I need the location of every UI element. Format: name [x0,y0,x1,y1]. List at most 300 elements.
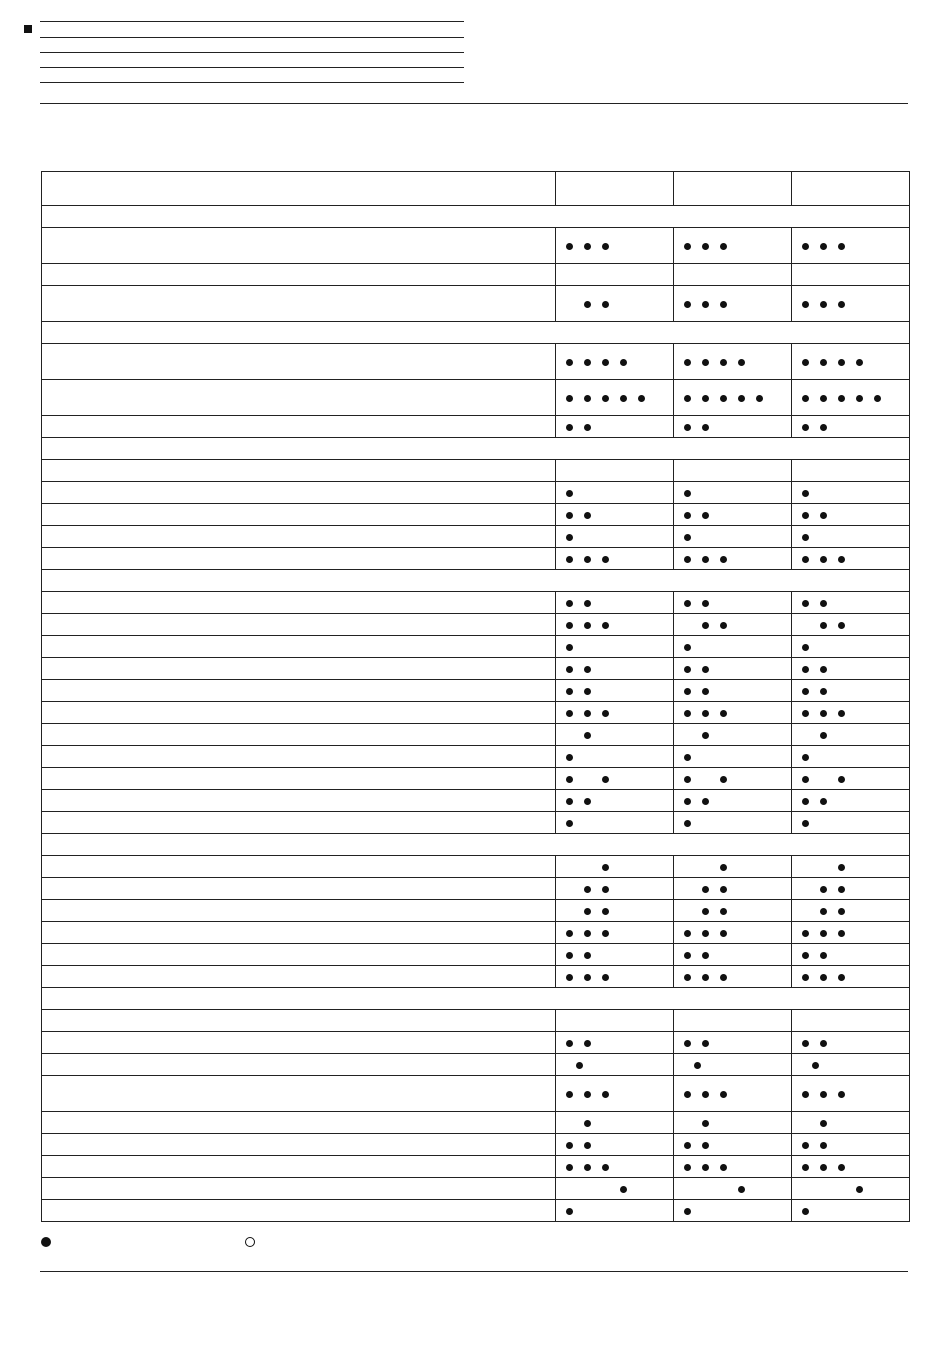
model-cell [556,482,674,504]
filled-dot-icon [820,666,827,673]
section-row [42,570,910,592]
filled-dot-icon [584,512,591,519]
filled-dot-icon [838,886,845,893]
model-cell [792,504,910,526]
filled-dot-icon [838,710,845,717]
model-cell [674,344,792,380]
table-row [42,504,910,526]
filled-dot-icon [720,243,727,250]
filled-dot-icon [566,666,573,673]
row-label-cell [42,658,556,680]
top-rule [40,103,908,104]
model-cell [792,1076,910,1112]
model-cell [792,1134,910,1156]
filled-dot-icon [820,359,827,366]
filled-dot-icon [584,359,591,366]
filled-dot-icon [820,1164,827,1171]
model-cell [556,286,674,322]
title-line [40,67,464,68]
row-label-cell [42,380,556,416]
filled-dot-icon [684,556,691,563]
section-cell [42,322,910,344]
filled-dot-icon [820,301,827,308]
model-cell [556,614,674,636]
table-row [42,482,910,504]
filled-dot-icon [584,243,591,250]
header-row [42,172,910,206]
row-label-cell [42,702,556,724]
filled-dot-icon [684,600,691,607]
filled-dot-icon [856,1186,863,1193]
table-row [42,380,910,416]
model-cell [556,724,674,746]
row-label-cell [42,790,556,812]
filled-dot-icon [684,930,691,937]
model-cell [556,504,674,526]
row-label-cell [42,966,556,988]
filled-dot-icon [838,359,845,366]
filled-dot-icon [620,395,627,402]
filled-dot-icon [720,930,727,937]
filled-dot-icon [566,688,573,695]
filled-dot-icon [874,395,881,402]
model-cell [556,1076,674,1112]
title-line [40,21,464,22]
filled-dot-icon [584,600,591,607]
model-cell [674,592,792,614]
filled-dot-icon [684,644,691,651]
model-cell [556,460,674,482]
table-row [42,1134,910,1156]
model-cell [792,592,910,614]
section-row [42,988,910,1010]
filled-dot-icon [702,732,709,739]
model-cell [792,526,910,548]
model-cell [792,1010,910,1032]
model-cell [674,1032,792,1054]
filled-dot-icon [566,534,573,541]
filled-dot-icon [684,1164,691,1171]
table-row [42,1010,910,1032]
filled-dot-icon [702,1142,709,1149]
filled-dot-icon [702,952,709,959]
title-line [40,37,464,38]
row-label-cell [42,228,556,264]
filled-dot-icon [820,243,827,250]
model-cell [674,1156,792,1178]
model-cell [674,922,792,944]
model-cell [674,526,792,548]
row-label-cell [42,768,556,790]
filled-dot-icon [702,886,709,893]
filled-dot-icon [702,1091,709,1098]
model-cell [792,1200,910,1222]
filled-dot-icon [802,1208,809,1215]
filled-dot-icon [584,1120,591,1127]
model-cell [556,264,674,286]
filled-dot-icon [584,1040,591,1047]
filled-dot-icon [566,556,573,563]
model-cell [674,1076,792,1112]
model-cell [674,460,792,482]
filled-dot-icon [838,776,845,783]
filled-dot-icon [720,622,727,629]
table-row [42,724,910,746]
model-cell [792,966,910,988]
model-cell [674,1178,792,1200]
table-row [42,614,910,636]
model-cell [792,878,910,900]
model-cell [792,1156,910,1178]
filled-dot-icon [838,622,845,629]
filled-dot-icon [802,974,809,981]
model-cell [556,592,674,614]
model-cell [792,460,910,482]
table-row [42,286,910,322]
model-cell [556,790,674,812]
filled-dot-icon [738,395,745,402]
filled-dot-icon [566,930,573,937]
filled-dot-icon [638,395,645,402]
model-cell [674,1054,792,1076]
filled-dot-icon [802,820,809,827]
model-cell [556,526,674,548]
model-cell [792,658,910,680]
filled-dot-icon [838,930,845,937]
filled-dot-icon [820,1142,827,1149]
filled-dot-icon [566,644,573,651]
model-cell [792,856,910,878]
filled-dot-icon [802,556,809,563]
row-label-cell [42,1010,556,1032]
model-cell [674,1010,792,1032]
model-cell [792,636,910,658]
model-cell [556,900,674,922]
filled-dot-icon [702,666,709,673]
table-row [42,416,910,438]
filled-dot-icon [802,688,809,695]
filled-dot-icon [802,424,809,431]
filled-dot-icon [584,688,591,695]
filled-dot-icon [702,1120,709,1127]
filled-dot-icon [684,1208,691,1215]
model-cell [674,264,792,286]
filled-dot-icon [684,1091,691,1098]
filled-dot-icon [720,556,727,563]
filled-dot-icon [802,1091,809,1098]
filled-dot-icon [802,395,809,402]
filled-dot-icon [602,886,609,893]
row-label-cell [42,416,556,438]
filled-dot-icon [566,710,573,717]
filled-dot-icon [702,556,709,563]
model-cell [556,1134,674,1156]
filled-dot-icon [566,512,573,519]
filled-dot-icon [684,798,691,805]
model-cell [556,746,674,768]
section-cell [42,988,910,1010]
filled-dot-icon [584,395,591,402]
model-cell [556,1032,674,1054]
filled-dot-icon [702,930,709,937]
filled-dot-icon [820,600,827,607]
filled-dot-icon [838,1091,845,1098]
model-cell [792,548,910,570]
model-cell [556,380,674,416]
filled-dot-icon [684,490,691,497]
model-cell [556,1178,674,1200]
filled-dot-icon [838,243,845,250]
filled-dot-icon [820,732,827,739]
row-label-cell [42,264,556,286]
row-label-cell [42,172,556,206]
title-line [40,82,464,83]
filled-dot-icon [802,359,809,366]
row-label-cell [42,344,556,380]
model-cell [674,966,792,988]
filled-dot-icon [802,1164,809,1171]
filled-dot-icon [684,395,691,402]
filled-dot-icon [802,1142,809,1149]
model-cell [674,548,792,570]
filled-dot-icon [584,1164,591,1171]
filled-dot-icon [838,395,845,402]
model-cell [792,264,910,286]
filled-dot-icon [720,710,727,717]
row-label-cell [42,1134,556,1156]
filled-dot-icon [602,556,609,563]
filled-dot-icon [584,1091,591,1098]
filled-dot-icon [566,622,573,629]
row-label-cell [42,922,556,944]
table-row [42,812,910,834]
filled-dot-icon [720,395,727,402]
filled-dot-icon [756,395,763,402]
row-label-cell [42,548,556,570]
filled-dot-icon [566,490,573,497]
table-row [42,856,910,878]
filled-dot-icon [620,359,627,366]
model-cell [674,504,792,526]
filled-dot-icon [684,243,691,250]
row-label-cell [42,636,556,658]
model-cell [556,548,674,570]
table-row [42,966,910,988]
filled-dot-icon [602,359,609,366]
section-row [42,206,910,228]
filled-dot-icon [720,886,727,893]
filled-dot-icon [684,666,691,673]
model-cell [792,482,910,504]
section-row [42,834,910,856]
filled-dot-icon [702,424,709,431]
row-label-cell [42,592,556,614]
model-cell [556,922,674,944]
filled-dot-icon [694,1062,701,1069]
row-label-cell [42,286,556,322]
model-cell [792,680,910,702]
spec-table [41,171,910,1222]
filled-dot-icon [584,622,591,629]
filled-dot-icon [584,798,591,805]
table-row [42,636,910,658]
model-cell [792,900,910,922]
model-cell [556,702,674,724]
filled-dot-icon [602,974,609,981]
model-cell [792,790,910,812]
filled-dot-icon [820,908,827,915]
table-row [42,1156,910,1178]
model-cell [674,680,792,702]
model-cell [674,878,792,900]
section-bullet-icon [24,25,32,33]
filled-dot-icon [584,952,591,959]
filled-dot-icon [820,512,827,519]
model-cell [674,944,792,966]
section-cell [42,570,910,592]
filled-dot-icon [802,600,809,607]
filled-dot-icon [684,974,691,981]
filled-dot-icon [802,754,809,761]
filled-dot-icon [566,952,573,959]
filled-dot-icon [602,864,609,871]
filled-dot-icon [820,395,827,402]
title-line [40,52,464,53]
filled-dot-icon [566,424,573,431]
row-label-cell [42,1112,556,1134]
filled-dot-icon [820,424,827,431]
filled-dot-icon [820,622,827,629]
table-row [42,790,910,812]
model-cell [674,614,792,636]
open-circle-icon [245,1237,255,1247]
model-cell [556,680,674,702]
model-cell [674,812,792,834]
table-row [42,344,910,380]
filled-dot-icon [684,512,691,519]
filled-dot-icon [820,1091,827,1098]
filled-dot-icon [602,243,609,250]
row-label-cell [42,724,556,746]
table-row [42,658,910,680]
model-cell [556,966,674,988]
filled-dot-icon [584,301,591,308]
row-label-cell [42,460,556,482]
model-cell [792,416,910,438]
model-cell [792,944,910,966]
filled-dot-icon [566,1040,573,1047]
row-label-cell [42,1200,556,1222]
row-label-cell [42,856,556,878]
model-cell [674,790,792,812]
table-row [42,1200,910,1222]
filled-dot-icon [602,1164,609,1171]
model-cell [674,380,792,416]
row-label-cell [42,1156,556,1178]
filled-dot-icon [702,600,709,607]
model-cell [556,416,674,438]
model-cell [674,856,792,878]
filled-dot-icon [620,1186,627,1193]
section-row [42,322,910,344]
filled-dot-icon [802,644,809,651]
filled-dot-icon [566,776,573,783]
model-cell [792,812,910,834]
filled-dot-icon [702,1164,709,1171]
filled-dot-icon [684,710,691,717]
model-cell [674,416,792,438]
row-label-cell [42,746,556,768]
model-cell [674,1200,792,1222]
model-cell [792,1032,910,1054]
row-label-cell [42,900,556,922]
filled-dot-icon [738,359,745,366]
filled-dot-icon [802,798,809,805]
filled-dot-icon [820,798,827,805]
model-cell [556,878,674,900]
filled-dot-icon [684,754,691,761]
filled-dot-icon [720,301,727,308]
model-cell [556,1200,674,1222]
row-label-cell [42,504,556,526]
table-row [42,922,910,944]
filled-dot-icon [856,359,863,366]
filled-dot-icon [820,1120,827,1127]
filled-dot-icon [684,424,691,431]
table-row [42,460,910,482]
filled-dot-icon [838,908,845,915]
model-cell [556,172,674,206]
table-row [42,1178,910,1200]
model-cell [556,1156,674,1178]
filled-dot-icon [566,243,573,250]
filled-dot-icon [566,754,573,761]
model-cell [556,856,674,878]
filled-dot-icon [856,395,863,402]
filled-dot-icon [738,1186,745,1193]
filled-dot-icon [802,952,809,959]
filled-dot-icon [802,710,809,717]
model-cell [556,658,674,680]
model-cell [792,746,910,768]
model-cell [556,768,674,790]
filled-dot-icon [684,688,691,695]
model-cell [792,1054,910,1076]
filled-dot-icon [702,301,709,308]
filled-dot-icon [684,359,691,366]
model-cell [674,768,792,790]
row-label-cell [42,944,556,966]
filled-dot-icon [720,1164,727,1171]
model-cell [556,1054,674,1076]
filled-dot-icon [702,359,709,366]
filled-dot-icon [720,359,727,366]
table-row [42,1112,910,1134]
table-row [42,264,910,286]
model-cell [674,746,792,768]
filled-dot-icon [702,243,709,250]
table-row [42,1032,910,1054]
filled-dot-icon [566,1208,573,1215]
filled-dot-icon [566,395,573,402]
model-cell [674,1134,792,1156]
model-cell [674,702,792,724]
row-label-cell [42,482,556,504]
section-cell [42,438,910,460]
filled-dot-icon [820,952,827,959]
filled-dot-icon [702,395,709,402]
model-cell [792,1178,910,1200]
